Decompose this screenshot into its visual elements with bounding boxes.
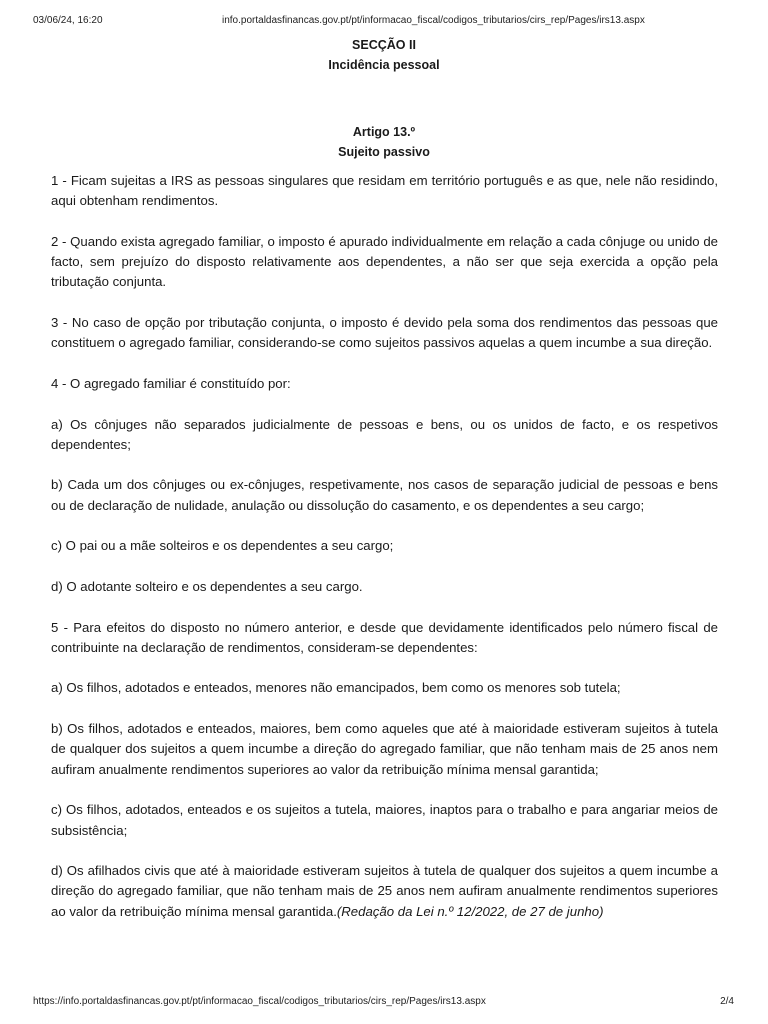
section-number: SECÇÃO II [352, 38, 416, 52]
paragraph-5d [51, 861, 718, 922]
paragraph-4c: c) O pai ou a mãe solteiros e os dependentes a seu cargo; [51, 538, 394, 554]
paragraph-5: 5 - Para efeitos do disposto no número anterior, e desde que devidamente identificados pelo número fiscal de contribuinte na declaração de rendimentos, consideram-se dependentes: [51, 619, 718, 655]
paragraph-1: 1 - Ficam sujeitas a IRS as pessoas singulares que residam em território português e as que, nele não residindo, aqui obtenham rendimentos. [51, 173, 718, 209]
paragraph-4: 4 - O agregado familiar é constituído por: [51, 375, 291, 391]
article-title: Sujeito passivo [338, 145, 430, 159]
page-number: 2/4 [720, 996, 734, 1007]
print-date: 03/06/24, 16:20 [33, 15, 103, 26]
print-footer [0, 996, 768, 1010]
paragraph-5c: c) Os filhos, adotados, enteados e os sujeitos a tutela, maiores, inaptos para o trabalho e para angariar meios de subsistência; [51, 802, 718, 838]
paragraph-2: 2 - Quando exista agregado familiar, o imposto é apurado individualmente em relação a cada cônjuge ou unido de facto, sem prejuízo do disposto relativamente aos dependentes, a não ser que seja exercida a opção pela tributação conjunta. [51, 233, 718, 290]
paragraph-5a: a) Os filhos, adotados e enteados, menores não emancipados, bem como os menores sob tutela; [51, 680, 621, 696]
article-body [51, 171, 718, 942]
paragraph-4b: b) Cada um dos cônjuges ou ex-cônjuges, respetivamente, nos casos de separação judicial de pessoas e bens ou de declaração de nulidade, anulação ou dissolução do casamento, e os dependentes a seu cargo; [51, 477, 718, 513]
print-header [0, 15, 768, 29]
amendment-note: (Redação da Lei n.º 12/2022, de 27 de junho) [336, 903, 604, 919]
print-footer-url: https://info.portaldasfinancas.gov.pt/pt/informacao_fiscal/codigos_tributarios/cirs_rep/Pages/irs13.aspx [33, 996, 486, 1007]
paragraph-4a: a) Os cônjuges não separados judicialmente de pessoas e bens, ou os unidos de facto, e os respetivos dependentes; [51, 416, 718, 452]
paragraph-4d: d) O adotante solteiro e os dependentes a seu cargo. [51, 578, 363, 594]
paragraph-3: 3 - No caso de opção por tributação conjunta, o imposto é devido pela soma dos rendimentos das pessoas que constituem o agregado familiar, considerando-se como sujeitos passivos aquelas a quem incumbe a sua direção. [51, 315, 718, 351]
paragraph-5d-text: d) Os afilhados civis que até à maioridade estiveram sujeitos à tutela de qualquer dos sujeitos a quem incumbe a direção do agregado familiar, que não tenham mais de 25 anos nem aufiram anualmente rendimentos superiores ao valor da retribuição mínima mensal garantida. [51, 863, 718, 919]
paragraph-5b: b) Os filhos, adotados e enteados, maiores, bem como aqueles que até à maioridade estiveram sujeitos à tutela de qualquer dos sujeitos a quem incumbe a direção do agregado familiar, que não tenham mais de 25 anos nem aufiram anualmente rendimentos superiores ao valor da retribuição mínima mensal garantida; [51, 721, 718, 777]
section-heading [0, 35, 768, 75]
article-number: Artigo 13.º [352, 125, 416, 139]
print-header-url: info.portaldasfinancas.gov.pt/pt/informacao_fiscal/codigos_tributarios/cirs_rep/Pages/irs13.aspx [222, 15, 645, 26]
section-title: Incidência pessoal [328, 58, 440, 72]
article-heading [0, 122, 768, 162]
